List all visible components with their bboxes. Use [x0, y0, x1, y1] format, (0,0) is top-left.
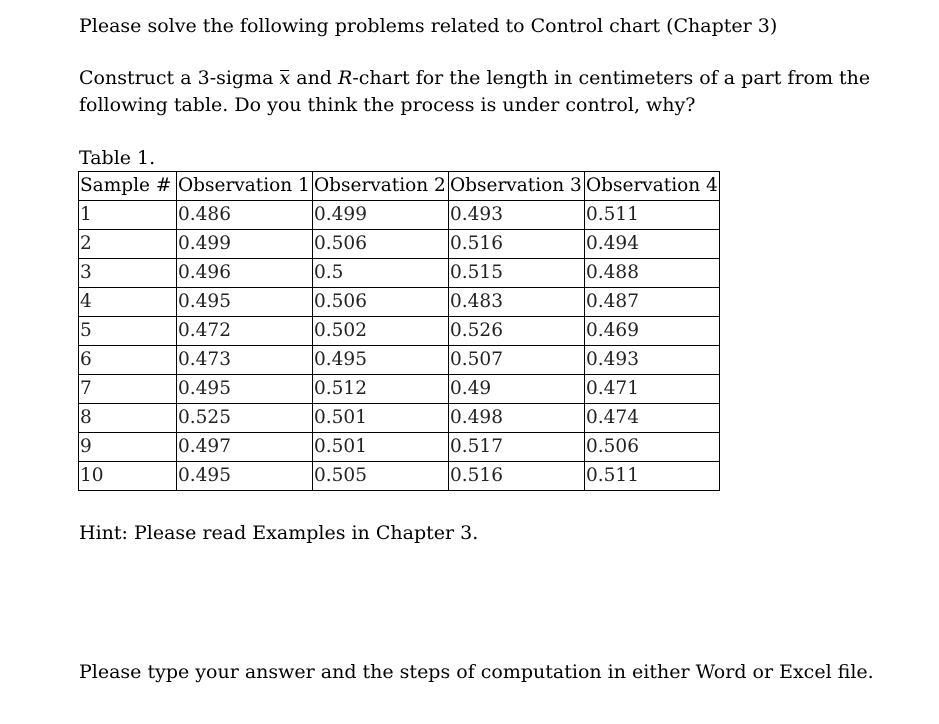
- observation-1-cell: 0.495: [177, 288, 313, 317]
- observation-2-cell: 0.501: [313, 404, 449, 433]
- hint-text: Hint: Please read Examples in Chapter 3.: [79, 522, 479, 544]
- question-line-1: [79, 65, 870, 91]
- header-observation-3: Observation 3: [449, 172, 585, 201]
- observation-1-cell: 0.525: [177, 404, 313, 433]
- table-row: [79, 375, 720, 404]
- observation-1-cell: 0.499: [177, 230, 313, 259]
- sample-number-cell: 1: [79, 201, 177, 230]
- xbar-symbol: x: [279, 67, 291, 89]
- table-row: [79, 230, 720, 259]
- sample-number-cell: 3: [79, 259, 177, 288]
- table-row: [79, 346, 720, 375]
- header-observation-2: Observation 2: [313, 172, 449, 201]
- data-table: [78, 171, 720, 491]
- question-text-c: -chart for the length in centimeters of a part from the: [352, 67, 871, 89]
- observation-4-cell: 0.471: [585, 375, 720, 404]
- observation-3-cell: 0.483: [449, 288, 585, 317]
- sample-number-cell: 6: [79, 346, 177, 375]
- observation-2-cell: 0.501: [313, 433, 449, 462]
- question-line-2: following table. Do you think the process is under control, why?: [79, 94, 696, 116]
- question-text-a: Construct a 3-sigma: [79, 67, 280, 89]
- observation-1-cell: 0.472: [177, 317, 313, 346]
- sample-number-cell: 9: [79, 433, 177, 462]
- observation-3-cell: 0.493: [449, 201, 585, 230]
- table-header-row: [79, 172, 720, 201]
- table-row: [79, 404, 720, 433]
- header-sample: Sample #: [79, 172, 177, 201]
- observation-1-cell: 0.497: [177, 433, 313, 462]
- observation-3-cell: 0.517: [449, 433, 585, 462]
- table-row: [79, 201, 720, 230]
- observation-4-cell: 0.487: [585, 288, 720, 317]
- observation-3-cell: 0.515: [449, 259, 585, 288]
- observation-1-cell: 0.486: [177, 201, 313, 230]
- sample-number-cell: 7: [79, 375, 177, 404]
- observation-2-cell: 0.506: [313, 230, 449, 259]
- observation-4-cell: 0.506: [585, 433, 720, 462]
- table-caption: Table 1.: [79, 147, 156, 169]
- observation-2-cell: 0.505: [313, 462, 449, 491]
- observation-3-cell: 0.498: [449, 404, 585, 433]
- observation-2-cell: 0.512: [313, 375, 449, 404]
- observation-2-cell: 0.499: [313, 201, 449, 230]
- r-symbol: R: [338, 67, 353, 89]
- observation-2-cell: 0.506: [313, 288, 449, 317]
- header-observation-1: Observation 1: [177, 172, 313, 201]
- table-row: [79, 433, 720, 462]
- table-row: [79, 288, 720, 317]
- observation-4-cell: 0.494: [585, 230, 720, 259]
- observation-4-cell: 0.474: [585, 404, 720, 433]
- question-text-b: and: [290, 67, 339, 89]
- observation-2-cell: 0.5: [313, 259, 449, 288]
- table-row: [79, 462, 720, 491]
- sample-number-cell: 5: [79, 317, 177, 346]
- closing-instruction: Please type your answer and the steps of computation in either Word or Excel file.: [79, 661, 874, 683]
- sample-number-cell: 2: [79, 230, 177, 259]
- observation-3-cell: 0.526: [449, 317, 585, 346]
- observation-3-cell: 0.516: [449, 230, 585, 259]
- observation-4-cell: 0.511: [585, 462, 720, 491]
- observation-3-cell: 0.507: [449, 346, 585, 375]
- observation-1-cell: 0.473: [177, 346, 313, 375]
- observation-3-cell: 0.49: [449, 375, 585, 404]
- observation-4-cell: 0.469: [585, 317, 720, 346]
- observation-1-cell: 0.495: [177, 375, 313, 404]
- observation-3-cell: 0.516: [449, 462, 585, 491]
- sample-number-cell: 10: [79, 462, 177, 491]
- observation-2-cell: 0.495: [313, 346, 449, 375]
- observation-2-cell: 0.502: [313, 317, 449, 346]
- observation-4-cell: 0.488: [585, 259, 720, 288]
- observation-1-cell: 0.496: [177, 259, 313, 288]
- sample-number-cell: 4: [79, 288, 177, 317]
- observation-4-cell: 0.493: [585, 346, 720, 375]
- sample-number-cell: 8: [79, 404, 177, 433]
- table-row: [79, 317, 720, 346]
- observation-4-cell: 0.511: [585, 201, 720, 230]
- header-observation-4: Observation 4: [585, 172, 720, 201]
- page-heading: Please solve the following problems related to Control chart (Chapter 3): [79, 15, 778, 37]
- table-row: [79, 259, 720, 288]
- observation-1-cell: 0.495: [177, 462, 313, 491]
